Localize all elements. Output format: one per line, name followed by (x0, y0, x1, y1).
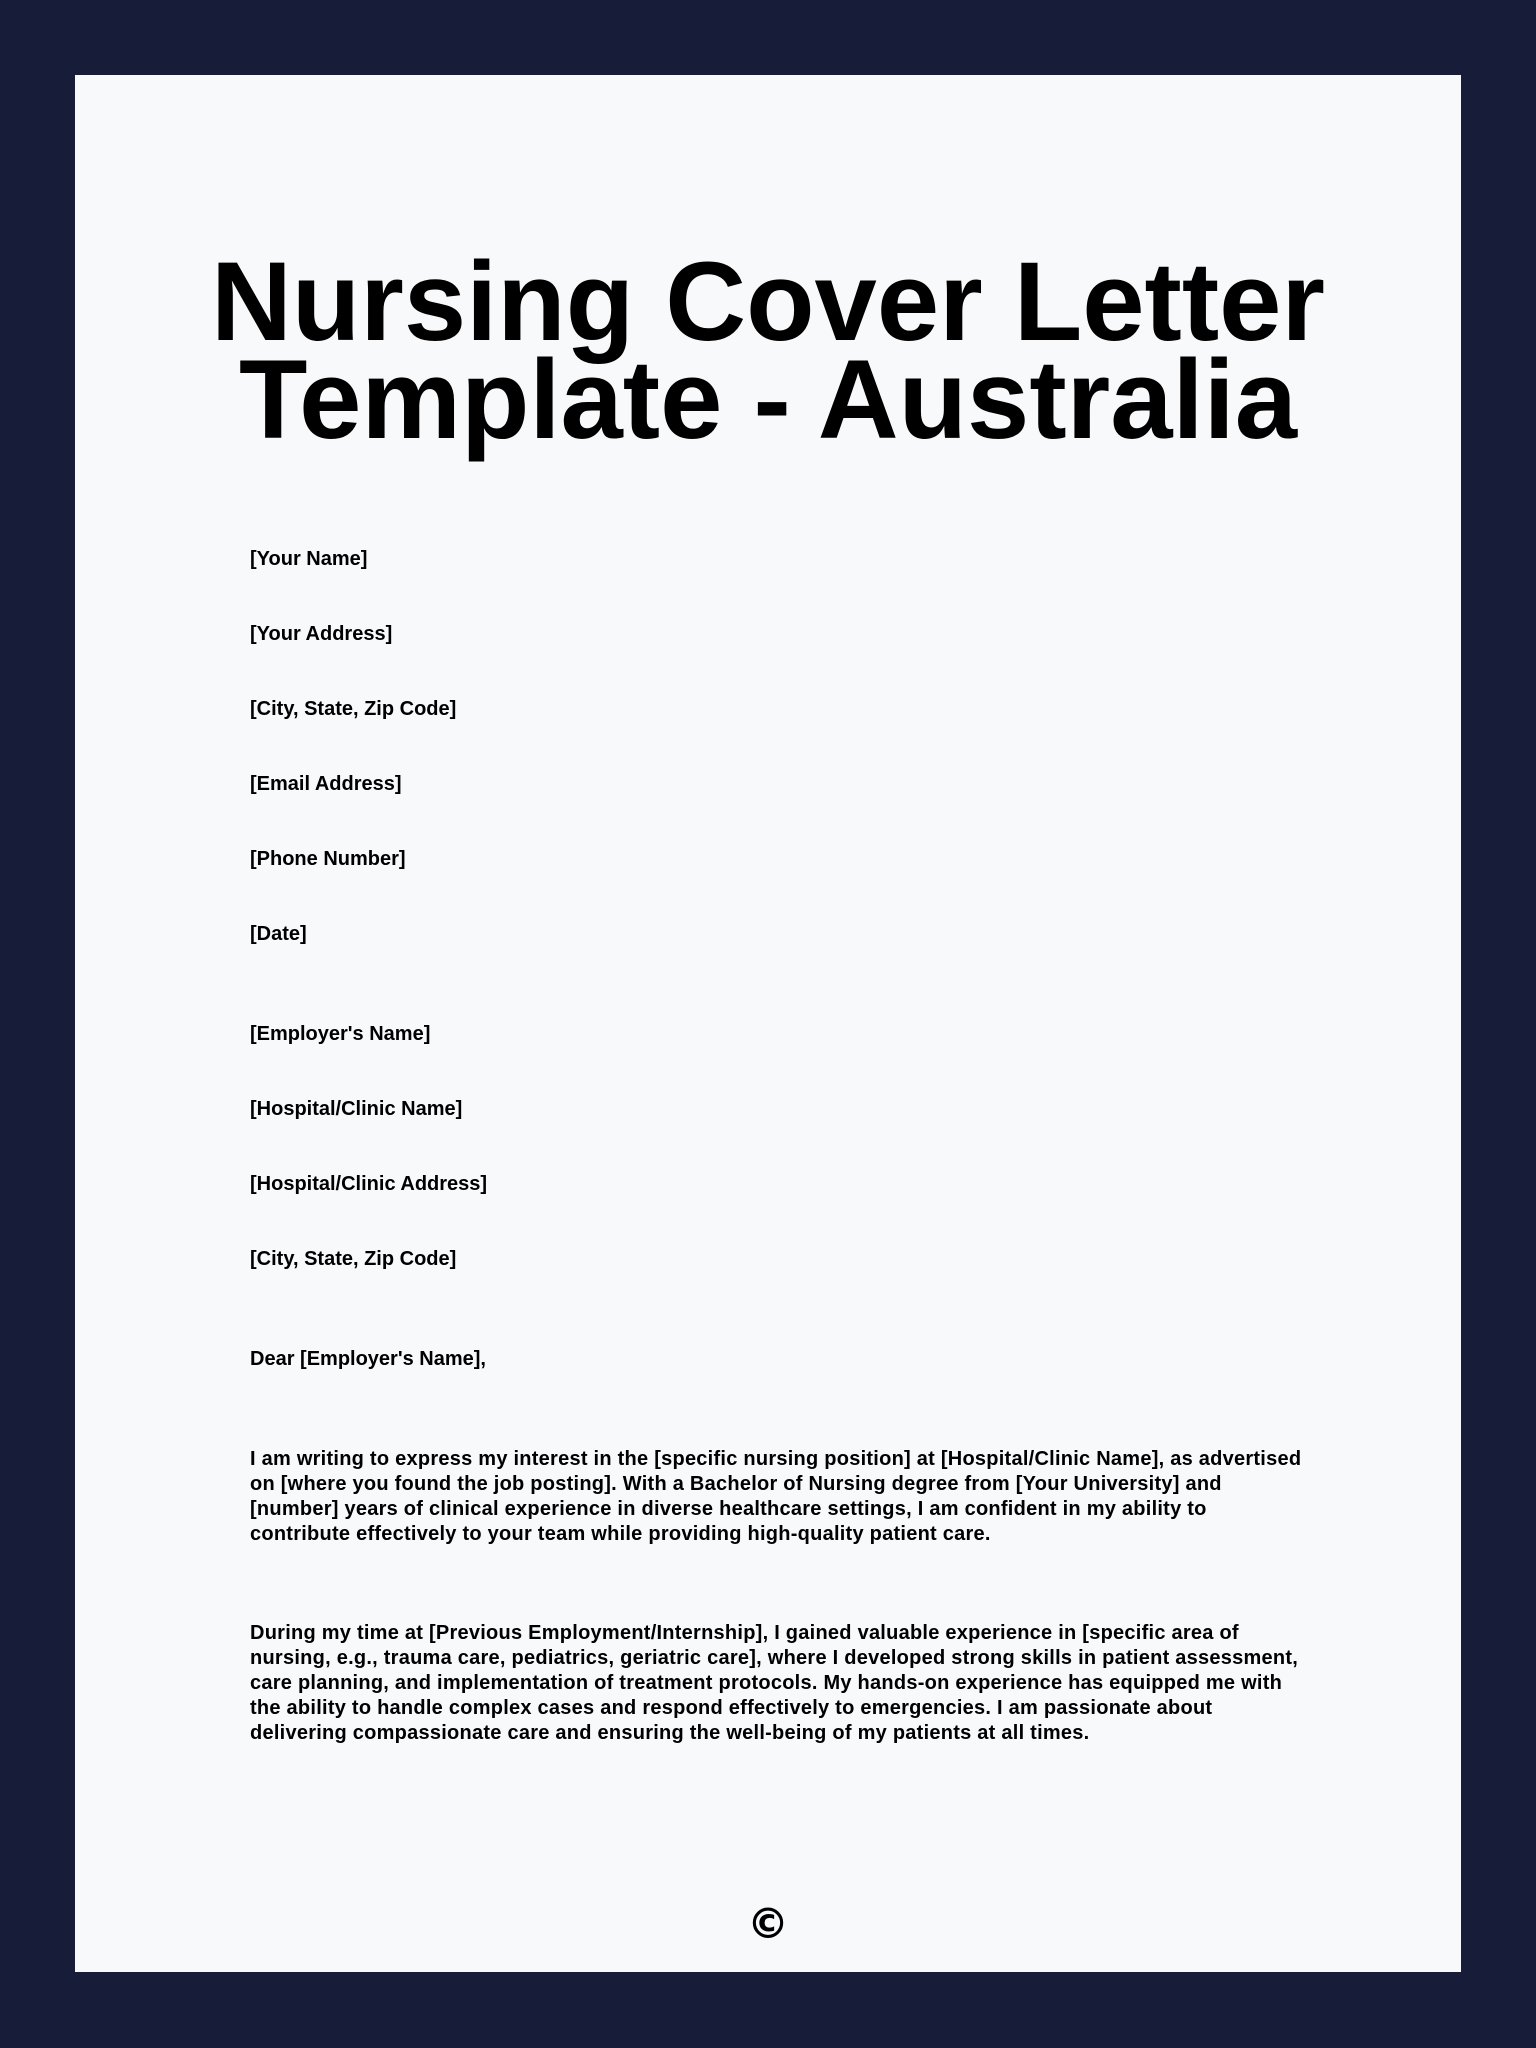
recipient-hospital-name: [Hospital/Clinic Name] (250, 1098, 463, 1120)
recipient-hospital-address: [Hospital/Clinic Address] (250, 1173, 488, 1195)
sender-phone: [Phone Number] (250, 848, 406, 870)
sender-city-state-zip: [City, State, Zip Code] (250, 698, 457, 720)
salutation: Dear [Employer's Name], (250, 1348, 486, 1370)
recipient-city-state-zip: [City, State, Zip Code] (250, 1248, 457, 1270)
sender-name: [Your Name] (250, 548, 368, 570)
document-page (75, 75, 1461, 1972)
letter-body (250, 547, 1310, 1746)
body-paragraph-1: I am writing to express my interest in the [specific nursing position] at [Hospital/Clinic Name], as advertised on [where you found the job posting]. With a Bachelor of Nursing degree from [Your University] and [number] years of clinical experience in diverse healthcare settings, I am confident in my ability to contribute effectively to your team while providing high-quality patient care. (250, 1448, 1302, 1545)
body-paragraph-2: During my time at [Previous Employment/Internship], I gained valuable experience in [specific area of nursing, e.g., trauma care, pediatrics, geriatric care], where I developed strong skills in patient assessment, care planning, and implementation of treatment protocols. My hands-on experience has equipped me with the ability to handle complex cases and respond effectively to emergencies. I am passionate about delivering compassionate care and ensuring the well-being of my patients at all times. (250, 1622, 1299, 1744)
letter-date: [Date] (250, 923, 307, 945)
sender-email: [Email Address] (250, 773, 402, 795)
document-title: Nursing Cover Letter Template - Australia (211, 239, 1325, 462)
sender-address: [Your Address] (250, 623, 393, 645)
copyright-icon: © (747, 1899, 789, 1948)
recipient-employer-name: [Employer's Name] (250, 1023, 431, 1045)
